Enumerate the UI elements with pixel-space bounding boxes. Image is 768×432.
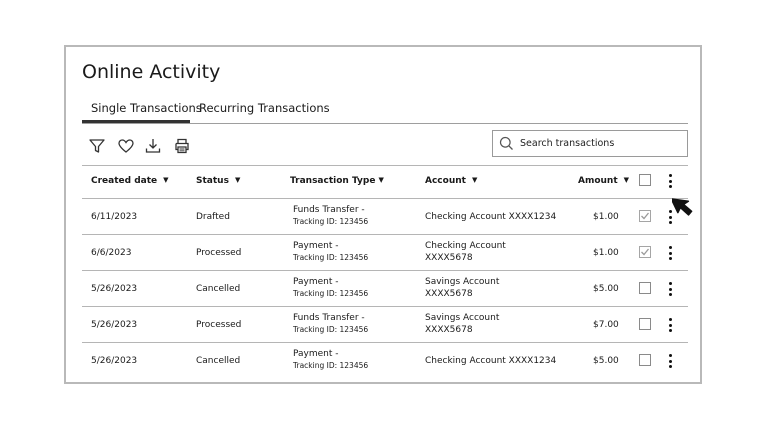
- account-cell: Savings Account XXXX5678: [425, 313, 500, 335]
- row-checkbox[interactable]: [639, 246, 651, 258]
- status-cell: Drafted: [196, 212, 230, 222]
- transaction-type-cell: Payment - Tracking ID: 123456: [293, 349, 369, 370]
- sort-caret-icon: ▼: [623, 176, 630, 184]
- column-header-created-date[interactable]: Created date ▼: [91, 176, 169, 186]
- amount-cell: $5.00: [593, 356, 619, 366]
- online-activity-panel: [64, 45, 702, 384]
- row-checkbox[interactable]: [639, 282, 651, 294]
- status-cell: Processed: [196, 320, 242, 330]
- amount-cell: $1.00: [593, 248, 619, 258]
- transaction-type-cell: Payment - Tracking ID: 123456: [293, 277, 369, 298]
- divider: [82, 165, 688, 166]
- row-more-options-icon[interactable]: [667, 281, 675, 297]
- tab-recurring-transactions[interactable]: Recurring Transactions: [199, 101, 330, 115]
- date-cell: 5/26/2023: [91, 284, 138, 294]
- transaction-type-cell: Funds Transfer - Tracking ID: 123456: [293, 313, 369, 334]
- amount-cell: $5.00: [593, 284, 619, 294]
- divider: [82, 306, 688, 307]
- divider: [82, 342, 688, 343]
- row-checkbox[interactable]: [639, 354, 651, 366]
- divider: [82, 270, 688, 271]
- checkmark-icon: [640, 211, 650, 221]
- row-checkbox[interactable]: [639, 318, 651, 330]
- filter-icon[interactable]: [88, 137, 106, 155]
- account-cell: Checking Account XXXX1234: [425, 212, 557, 222]
- divider: [82, 198, 688, 199]
- sort-caret-icon: ▼: [471, 176, 478, 184]
- sort-caret-icon: ▼: [163, 176, 169, 184]
- tab-bar: [82, 97, 688, 124]
- column-header-amount[interactable]: Amount ▼: [578, 176, 630, 186]
- transaction-type-cell: Payment - Tracking ID: 123456: [293, 241, 369, 262]
- search-box[interactable]: [492, 130, 688, 157]
- sort-caret-icon: ▼: [234, 176, 241, 184]
- row-more-options-icon[interactable]: [667, 317, 675, 333]
- select-all-checkbox[interactable]: [639, 174, 651, 186]
- column-header-account[interactable]: Account ▼: [425, 176, 478, 186]
- search-icon: [499, 136, 514, 151]
- date-cell: 5/26/2023: [91, 320, 138, 330]
- page-title: Online Activity: [82, 61, 221, 83]
- status-cell: Cancelled: [196, 356, 241, 366]
- amount-cell: $7.00: [593, 320, 619, 330]
- divider: [82, 234, 688, 235]
- date-cell: 6/6/2023: [91, 248, 132, 258]
- transaction-type-cell: Funds Transfer - Tracking ID: 123456: [293, 205, 369, 226]
- column-header-transaction-type[interactable]: Transaction Type ▼: [290, 176, 384, 186]
- checkmark-icon: [640, 247, 650, 257]
- status-cell: Processed: [196, 248, 242, 258]
- search-input[interactable]: [520, 134, 680, 152]
- download-icon[interactable]: [144, 137, 162, 155]
- tab-single-transactions[interactable]: Single Transactions: [82, 101, 190, 123]
- row-more-options-icon[interactable]: [667, 245, 675, 261]
- mouse-pointer-icon: [672, 194, 702, 224]
- column-header-status[interactable]: Status ▼: [196, 176, 241, 186]
- header-more-options-icon[interactable]: [667, 173, 675, 189]
- sort-caret-icon: ▼: [378, 176, 384, 184]
- date-cell: 5/26/2023: [91, 356, 138, 366]
- account-cell: Checking Account XXXX5678: [425, 241, 506, 263]
- account-cell: Savings Account XXXX5678: [425, 277, 500, 299]
- date-cell: 6/11/2023: [91, 212, 138, 222]
- row-more-options-icon[interactable]: [667, 353, 675, 369]
- account-cell: Checking Account XXXX1234: [425, 356, 557, 366]
- row-checkbox[interactable]: [639, 210, 651, 222]
- heart-icon[interactable]: [117, 137, 135, 155]
- status-cell: Cancelled: [196, 284, 241, 294]
- amount-cell: $1.00: [593, 212, 619, 222]
- print-icon[interactable]: [173, 137, 191, 155]
